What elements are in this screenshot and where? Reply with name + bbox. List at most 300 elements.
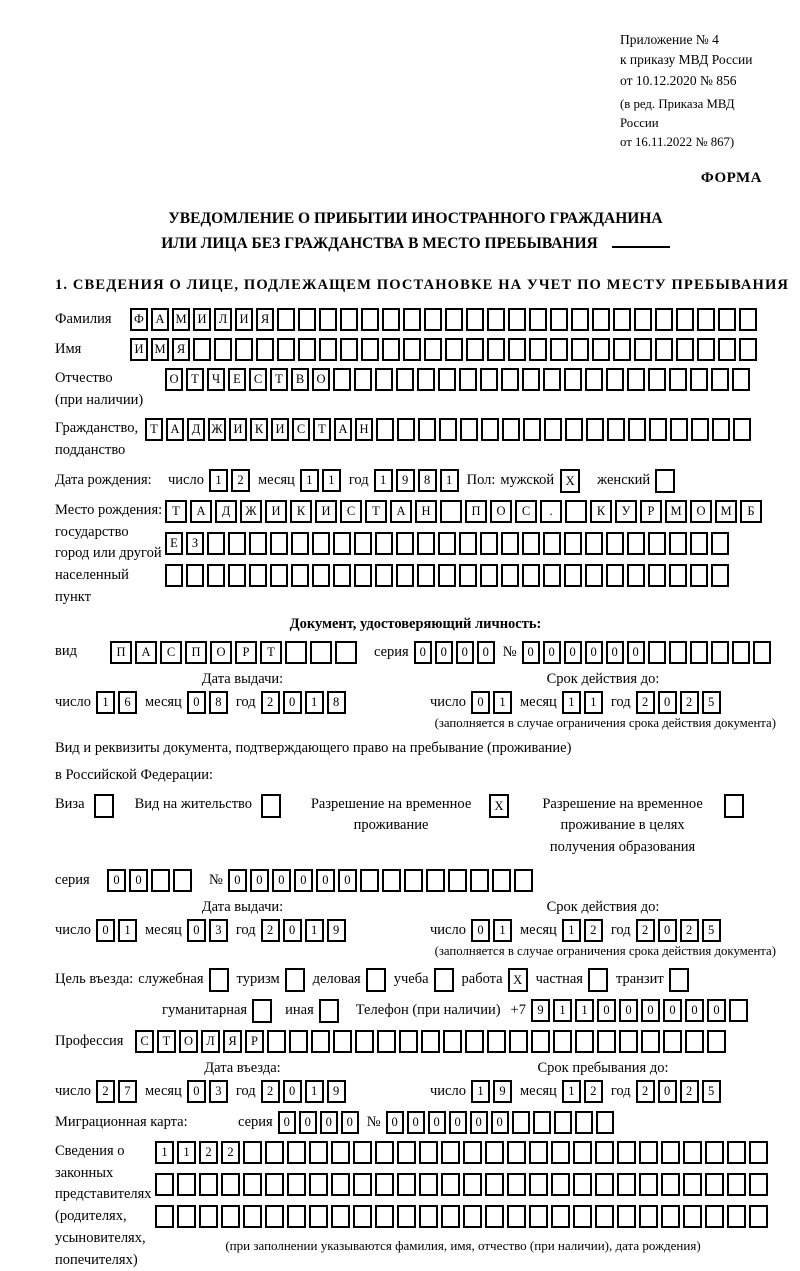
char-box[interactable] [554, 1111, 572, 1134]
char-box[interactable] [727, 1173, 746, 1196]
char-box[interactable]: Т [365, 500, 387, 523]
char-box[interactable] [727, 1205, 746, 1228]
char-box[interactable]: Ж [208, 418, 226, 441]
char-box[interactable] [732, 641, 750, 664]
char-box[interactable]: 0 [449, 1111, 467, 1134]
char-box[interactable] [655, 338, 673, 361]
char-box[interactable] [529, 1173, 548, 1196]
char-box[interactable] [265, 1141, 284, 1164]
char-box[interactable] [551, 1205, 570, 1228]
char-box[interactable]: 1 [96, 691, 115, 714]
char-box[interactable] [749, 1205, 768, 1228]
char-box[interactable] [419, 1205, 438, 1228]
char-box[interactable] [676, 338, 694, 361]
char-box[interactable] [522, 368, 540, 391]
char-box[interactable]: X [489, 794, 509, 818]
char-box[interactable]: 2 [680, 1080, 699, 1103]
char-box[interactable]: 0 [522, 641, 540, 664]
char-box[interactable]: К [250, 418, 268, 441]
char-box[interactable]: М [151, 338, 169, 361]
char-box[interactable] [265, 1173, 284, 1196]
char-box[interactable] [481, 418, 499, 441]
char-box[interactable] [550, 338, 568, 361]
char-box[interactable]: М [172, 308, 190, 331]
char-box[interactable] [617, 1173, 636, 1196]
char-box[interactable] [641, 1030, 660, 1053]
purpose-other-checkbox[interactable] [319, 999, 342, 1023]
char-box[interactable]: С [340, 500, 362, 523]
char-box[interactable] [592, 338, 610, 361]
char-box[interactable] [585, 532, 603, 555]
char-box[interactable] [543, 532, 561, 555]
char-box[interactable] [155, 1173, 174, 1196]
char-box[interactable]: Ф [130, 308, 148, 331]
char-box[interactable] [466, 308, 484, 331]
char-box[interactable] [298, 308, 316, 331]
char-box[interactable] [480, 532, 498, 555]
char-box[interactable] [606, 564, 624, 587]
char-box[interactable] [573, 1141, 592, 1164]
char-box[interactable] [670, 418, 688, 441]
char-box[interactable]: В [291, 368, 309, 391]
char-box[interactable] [354, 532, 372, 555]
char-box[interactable] [221, 1205, 240, 1228]
char-box[interactable]: 0 [471, 919, 490, 942]
char-box[interactable]: М [715, 500, 737, 523]
char-box[interactable] [424, 308, 442, 331]
char-box[interactable]: 0 [407, 1111, 425, 1134]
char-box[interactable] [627, 368, 645, 391]
char-box[interactable] [592, 308, 610, 331]
char-box[interactable]: 0 [435, 641, 453, 664]
char-box[interactable] [595, 1205, 614, 1228]
char-box[interactable] [419, 1173, 438, 1196]
char-box[interactable]: 1 [471, 1080, 490, 1103]
purpose-transit-checkbox[interactable] [669, 968, 692, 992]
char-box[interactable] [256, 338, 274, 361]
char-box[interactable] [718, 308, 736, 331]
char-box[interactable] [291, 532, 309, 555]
char-box[interactable]: Б [740, 500, 762, 523]
char-box[interactable]: А [166, 418, 184, 441]
char-box[interactable] [551, 1141, 570, 1164]
char-box[interactable]: А [334, 418, 352, 441]
char-box[interactable] [403, 308, 421, 331]
char-box[interactable] [533, 1111, 551, 1134]
char-box[interactable] [207, 532, 225, 555]
char-box[interactable] [669, 368, 687, 391]
char-box[interactable]: 0 [564, 641, 582, 664]
char-box[interactable] [501, 564, 519, 587]
char-box[interactable] [382, 308, 400, 331]
char-box[interactable] [544, 418, 562, 441]
char-box[interactable]: 0 [470, 1111, 488, 1134]
char-box[interactable] [353, 1205, 372, 1228]
purpose-humanitarian-checkbox[interactable] [252, 999, 275, 1023]
char-box[interactable] [319, 999, 339, 1023]
char-box[interactable] [508, 308, 526, 331]
char-box[interactable]: 9 [327, 1080, 346, 1103]
char-box[interactable]: 0 [187, 691, 206, 714]
char-box[interactable]: 1 [300, 469, 319, 492]
char-box[interactable] [155, 1205, 174, 1228]
char-box[interactable] [683, 1141, 702, 1164]
char-box[interactable]: 0 [707, 999, 726, 1022]
char-box[interactable] [177, 1205, 196, 1228]
char-box[interactable]: Т [145, 418, 163, 441]
char-box[interactable] [396, 532, 414, 555]
char-box[interactable]: Д [187, 418, 205, 441]
char-box[interactable]: П [465, 500, 487, 523]
char-box[interactable]: А [390, 500, 412, 523]
char-box[interactable]: 0 [471, 691, 490, 714]
char-box[interactable] [749, 1141, 768, 1164]
char-box[interactable] [319, 308, 337, 331]
char-box[interactable] [596, 1111, 614, 1134]
char-box[interactable]: Л [214, 308, 232, 331]
char-box[interactable]: 0 [96, 919, 115, 942]
char-box[interactable] [438, 368, 456, 391]
char-box[interactable] [441, 1205, 460, 1228]
char-box[interactable] [443, 1030, 462, 1053]
char-box[interactable]: 0 [294, 869, 313, 892]
char-box[interactable] [361, 308, 379, 331]
char-box[interactable]: 0 [543, 641, 561, 664]
char-box[interactable]: . [540, 500, 562, 523]
char-box[interactable]: К [290, 500, 312, 523]
char-box[interactable]: 0 [428, 1111, 446, 1134]
char-box[interactable]: 0 [283, 1080, 302, 1103]
char-box[interactable] [375, 1141, 394, 1164]
char-box[interactable] [417, 564, 435, 587]
char-box[interactable]: 2 [231, 469, 250, 492]
char-box[interactable] [585, 368, 603, 391]
char-box[interactable]: 0 [187, 919, 206, 942]
char-box[interactable] [564, 532, 582, 555]
char-box[interactable]: У [615, 500, 637, 523]
char-box[interactable]: И [315, 500, 337, 523]
char-box[interactable]: П [185, 641, 207, 664]
char-box[interactable]: 2 [584, 1080, 603, 1103]
char-box[interactable]: К [590, 500, 612, 523]
edu-residence-checkbox[interactable] [724, 794, 747, 818]
char-box[interactable] [628, 418, 646, 441]
char-box[interactable] [298, 338, 316, 361]
char-box[interactable]: 2 [680, 919, 699, 942]
char-box[interactable] [309, 1205, 328, 1228]
char-box[interactable] [419, 1141, 438, 1164]
char-box[interactable] [397, 1141, 416, 1164]
char-box[interactable] [697, 338, 715, 361]
char-box[interactable]: 0 [283, 691, 302, 714]
char-box[interactable] [571, 338, 589, 361]
char-box[interactable]: О [210, 641, 232, 664]
char-box[interactable]: Р [235, 641, 257, 664]
char-box[interactable]: Ж [240, 500, 262, 523]
char-box[interactable]: 2 [199, 1141, 218, 1164]
char-box[interactable] [287, 1205, 306, 1228]
char-box[interactable]: 0 [606, 641, 624, 664]
char-box[interactable] [690, 564, 708, 587]
char-box[interactable]: 0 [658, 1080, 677, 1103]
char-box[interactable] [711, 641, 729, 664]
char-box[interactable]: Я [172, 338, 190, 361]
char-box[interactable] [403, 338, 421, 361]
char-box[interactable]: С [292, 418, 310, 441]
char-box[interactable] [333, 368, 351, 391]
char-box[interactable]: X [508, 968, 528, 992]
char-box[interactable]: 0 [278, 1111, 296, 1134]
char-box[interactable] [502, 418, 520, 441]
char-box[interactable] [690, 532, 708, 555]
char-box[interactable] [249, 532, 267, 555]
char-box[interactable] [749, 1173, 768, 1196]
char-box[interactable] [228, 564, 246, 587]
char-box[interactable] [417, 368, 435, 391]
char-box[interactable]: 1 [440, 469, 459, 492]
char-box[interactable] [360, 869, 379, 892]
char-box[interactable] [287, 1173, 306, 1196]
char-box[interactable] [507, 1173, 526, 1196]
char-box[interactable] [512, 1111, 530, 1134]
char-box[interactable] [685, 1030, 704, 1053]
char-box[interactable] [382, 338, 400, 361]
char-box[interactable]: И [271, 418, 289, 441]
char-box[interactable] [639, 1205, 658, 1228]
char-box[interactable] [691, 418, 709, 441]
char-box[interactable] [243, 1173, 262, 1196]
char-box[interactable] [375, 1173, 394, 1196]
char-box[interactable] [465, 1030, 484, 1053]
char-box[interactable] [397, 1173, 416, 1196]
char-box[interactable] [529, 1141, 548, 1164]
char-box[interactable] [228, 532, 246, 555]
char-box[interactable] [564, 368, 582, 391]
char-box[interactable] [508, 338, 526, 361]
char-box[interactable]: 2 [261, 919, 280, 942]
char-box[interactable] [707, 1030, 726, 1053]
char-box[interactable] [718, 338, 736, 361]
char-box[interactable] [265, 1205, 284, 1228]
purpose-official-checkbox[interactable] [209, 968, 232, 992]
char-box[interactable] [173, 869, 192, 892]
char-box[interactable] [309, 1141, 328, 1164]
char-box[interactable]: 0 [187, 1080, 206, 1103]
char-box[interactable]: 0 [658, 691, 677, 714]
char-box[interactable] [507, 1205, 526, 1228]
char-box[interactable] [354, 564, 372, 587]
char-box[interactable]: О [312, 368, 330, 391]
char-box[interactable] [151, 869, 170, 892]
char-box[interactable] [727, 1141, 746, 1164]
char-box[interactable] [340, 338, 358, 361]
char-box[interactable] [588, 968, 608, 992]
char-box[interactable] [333, 1030, 352, 1053]
char-box[interactable]: 1 [118, 919, 137, 942]
char-box[interactable] [522, 532, 540, 555]
char-box[interactable]: Р [245, 1030, 264, 1053]
char-box[interactable] [487, 308, 505, 331]
char-box[interactable]: 7 [118, 1080, 137, 1103]
char-box[interactable] [331, 1205, 350, 1228]
char-box[interactable]: 0 [414, 641, 432, 664]
char-box[interactable] [261, 794, 281, 818]
char-box[interactable] [523, 418, 541, 441]
char-box[interactable] [573, 1205, 592, 1228]
char-box[interactable]: 0 [597, 999, 616, 1022]
char-box[interactable]: 9 [493, 1080, 512, 1103]
char-box[interactable]: 1 [322, 469, 341, 492]
char-box[interactable]: 9 [531, 999, 550, 1022]
char-box[interactable] [470, 869, 489, 892]
char-box[interactable] [617, 1205, 636, 1228]
char-box[interactable] [627, 532, 645, 555]
char-box[interactable] [354, 368, 372, 391]
char-box[interactable] [661, 1205, 680, 1228]
char-box[interactable] [487, 1030, 506, 1053]
char-box[interactable] [312, 532, 330, 555]
char-box[interactable]: С [160, 641, 182, 664]
char-box[interactable] [661, 1141, 680, 1164]
char-box[interactable] [575, 1030, 594, 1053]
char-box[interactable] [375, 532, 393, 555]
char-box[interactable] [199, 1173, 218, 1196]
char-box[interactable] [375, 564, 393, 587]
char-box[interactable]: 1 [305, 919, 324, 942]
char-box[interactable]: 2 [636, 1080, 655, 1103]
purpose-work-checkbox[interactable] [508, 968, 531, 992]
char-box[interactable] [331, 1173, 350, 1196]
char-box[interactable] [543, 564, 561, 587]
char-box[interactable] [492, 869, 511, 892]
char-box[interactable]: 0 [107, 869, 126, 892]
char-box[interactable]: Т [157, 1030, 176, 1053]
char-box[interactable] [463, 1205, 482, 1228]
char-box[interactable]: А [151, 308, 169, 331]
char-box[interactable] [655, 469, 675, 493]
char-box[interactable] [289, 1030, 308, 1053]
char-box[interactable]: 0 [585, 641, 603, 664]
char-box[interactable] [634, 338, 652, 361]
char-box[interactable]: Т [260, 641, 282, 664]
char-box[interactable] [448, 869, 467, 892]
char-box[interactable] [550, 308, 568, 331]
char-box[interactable] [663, 1030, 682, 1053]
char-box[interactable] [586, 418, 604, 441]
char-box[interactable] [445, 338, 463, 361]
char-box[interactable] [207, 564, 225, 587]
char-box[interactable]: Л [201, 1030, 220, 1053]
char-box[interactable] [732, 368, 750, 391]
char-box[interactable] [690, 368, 708, 391]
char-box[interactable] [441, 1141, 460, 1164]
char-box[interactable] [438, 564, 456, 587]
char-box[interactable]: 2 [680, 691, 699, 714]
char-box[interactable]: И [130, 338, 148, 361]
char-box[interactable] [361, 338, 379, 361]
char-box[interactable] [705, 1141, 724, 1164]
char-box[interactable] [565, 500, 587, 523]
char-box[interactable] [551, 1173, 570, 1196]
char-box[interactable]: 1 [374, 469, 393, 492]
char-box[interactable] [617, 1141, 636, 1164]
char-box[interactable] [333, 564, 351, 587]
char-box[interactable]: 1 [493, 919, 512, 942]
char-box[interactable]: 0 [129, 869, 148, 892]
char-box[interactable]: 1 [562, 1080, 581, 1103]
char-box[interactable] [177, 1173, 196, 1196]
char-box[interactable] [333, 532, 351, 555]
char-box[interactable]: 1 [305, 691, 324, 714]
char-box[interactable] [573, 1173, 592, 1196]
char-box[interactable] [627, 564, 645, 587]
char-box[interactable]: 1 [575, 999, 594, 1022]
char-box[interactable] [421, 1030, 440, 1053]
char-box[interactable] [243, 1141, 262, 1164]
char-box[interactable]: 0 [658, 919, 677, 942]
char-box[interactable]: 9 [327, 919, 346, 942]
char-box[interactable]: Я [223, 1030, 242, 1053]
char-box[interactable] [335, 641, 357, 664]
char-box[interactable] [270, 532, 288, 555]
char-box[interactable]: О [179, 1030, 198, 1053]
char-box[interactable] [669, 564, 687, 587]
char-box[interactable]: 2 [221, 1141, 240, 1164]
char-box[interactable]: Т [270, 368, 288, 391]
char-box[interactable]: О [165, 368, 183, 391]
char-box[interactable]: 2 [584, 919, 603, 942]
char-box[interactable] [396, 368, 414, 391]
char-box[interactable] [597, 1030, 616, 1053]
char-box[interactable]: 8 [418, 469, 437, 492]
char-box[interactable] [426, 869, 445, 892]
char-box[interactable]: Н [415, 500, 437, 523]
char-box[interactable] [529, 1205, 548, 1228]
char-box[interactable]: 0 [341, 1111, 359, 1134]
residence-permit-checkbox[interactable] [261, 794, 284, 818]
char-box[interactable]: 1 [155, 1141, 174, 1164]
purpose-private-checkbox[interactable] [588, 968, 611, 992]
char-box[interactable]: 0 [619, 999, 638, 1022]
char-box[interactable] [277, 338, 295, 361]
char-box[interactable] [355, 1030, 374, 1053]
char-box[interactable]: Т [165, 500, 187, 523]
char-box[interactable] [485, 1205, 504, 1228]
char-box[interactable] [463, 1141, 482, 1164]
char-box[interactable]: 0 [456, 641, 474, 664]
char-box[interactable]: 0 [250, 869, 269, 892]
char-box[interactable] [712, 418, 730, 441]
char-box[interactable] [270, 564, 288, 587]
char-box[interactable]: 2 [636, 919, 655, 942]
char-box[interactable] [753, 641, 771, 664]
char-box[interactable]: Д [215, 500, 237, 523]
char-box[interactable]: 0 [685, 999, 704, 1022]
char-box[interactable] [575, 1111, 593, 1134]
char-box[interactable] [607, 418, 625, 441]
char-box[interactable] [606, 368, 624, 391]
char-box[interactable] [291, 564, 309, 587]
char-box[interactable] [438, 532, 456, 555]
char-box[interactable]: 2 [261, 1080, 280, 1103]
char-box[interactable] [705, 1205, 724, 1228]
char-box[interactable] [507, 1141, 526, 1164]
char-box[interactable] [739, 308, 757, 331]
char-box[interactable]: И [193, 308, 211, 331]
char-box[interactable] [613, 308, 631, 331]
char-box[interactable]: И [229, 418, 247, 441]
char-box[interactable] [705, 1173, 724, 1196]
